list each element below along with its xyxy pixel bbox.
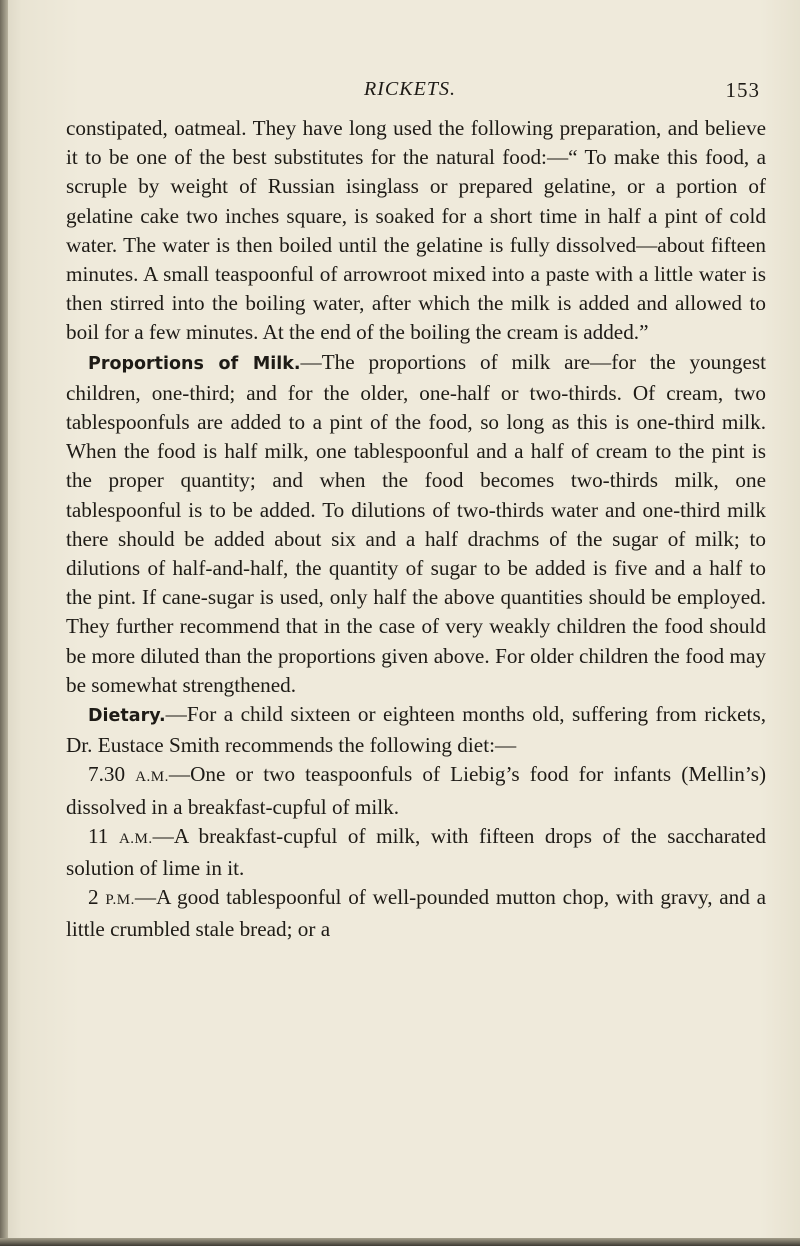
section-heading-dietary: Dietary. [88, 706, 166, 727]
running-head: RICKETS. [364, 78, 456, 100]
page-spine-edge [0, 0, 8, 1246]
paragraph-1: constipated, oatmeal. They have long used the following preparation, and believe it to be one of the best substitutes for the natural food:—“ To make this food, a scruple by weight of Russian isinglass or prepared gelatine, or a portion of gelatine cake two inches square, is soaked for a short time in half a pint of cold water. The water is then boiled until the gelatine is fully dissolved—about fifteen minutes. A small teaspoonful of arrowroot mixed into a paste with a little water is then stirred into the boiling water, after which the milk is added and allowed to boil for a few minutes. At the end of the boiling the cream is added.” [66, 116, 766, 345]
page-number: 153 [725, 78, 760, 102]
section-heading-proportions: Proportions of Milk. [88, 353, 301, 374]
page-header [60, 78, 760, 108]
diet-entry-730: 7.30 A.M.—One or two teaspoonfuls of Liebig’s food for infants (Mellin’s) dissolved in a breakfast-cupful of milk. [66, 762, 767, 819]
diet-entry-2: 2 P.M.—A good tablespoonful of well-pounded mutton chop, with gravy, and a little crumbled stale bread; or a [66, 885, 767, 942]
paragraph-proportions: Proportions of Milk.—The proportions of milk are—for the youngest children, one-third; and for the older, one-half or two-thirds. Of cream, two tablespoonfuls are added to a pint of the food, so long as this is one-third milk. When the food is half milk, one tablespoonful and a half of cream to the pint is the proper quantity; and when the food becomes two-thirds milk, one tablespoonful is to be added. To dilutions of two-thirds water and one-third milk there should be added about six and a half drachms of the sugar of milk; to dilutions of half-and-half, the quantity of sugar to be added is five and a half to the pint. If cane-sugar is used, only half the above quantities should be employed. They further recommend that in the case of very weakly children the food should be more diluted than the proportions given above. For older children the food may be somewhat strengthened. [66, 349, 766, 697]
diet-entry-11: 11 A.M.—A breakfast-cupful of milk, with fifteen drops of the saccharated solution of lime in it. [66, 823, 766, 881]
page-body [66, 114, 766, 945]
page-bottom-edge [0, 1238, 800, 1246]
paragraph-dietary: Dietary.—For a child sixteen or eighteen months old, suffering from rickets, Dr. Eustace Smith recommends the following diet:— [66, 702, 766, 758]
